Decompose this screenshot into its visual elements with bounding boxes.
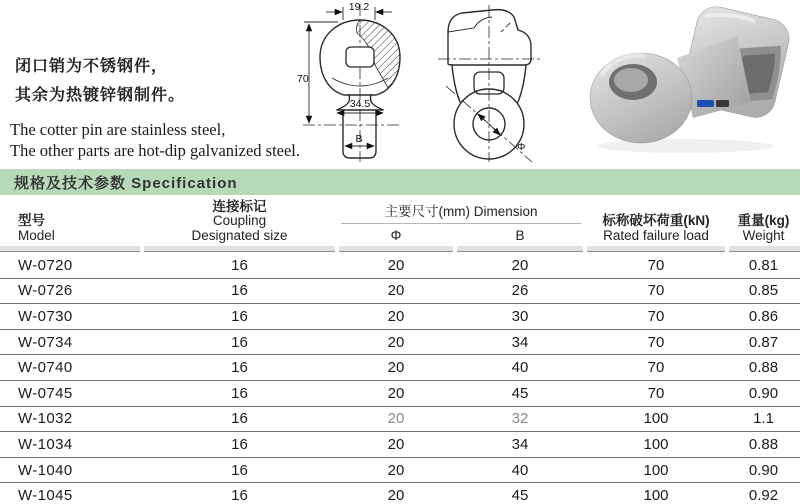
dim-hole: Φ — [517, 141, 526, 153]
col-coupling-en2: Designated size — [191, 227, 288, 243]
cell-b: 20 — [511, 256, 529, 274]
col-weight-cn: 重量(kg) — [737, 213, 790, 228]
header-divider — [0, 246, 800, 253]
cell-weight: 0.90 — [748, 384, 779, 402]
col-header-model — [0, 196, 142, 245]
cell-coupling: 16 — [231, 307, 248, 325]
note-cn-1: 闭口销为不锈钢件， — [15, 58, 169, 75]
cell-coupling: 16 — [231, 487, 248, 504]
cell-b: 34 — [511, 435, 529, 453]
cell-b: 45 — [511, 384, 529, 402]
cell-model: W-1032 — [18, 410, 73, 428]
cell-model: W-1040 — [18, 461, 73, 479]
side-view — [438, 5, 542, 162]
table-row — [0, 279, 800, 305]
cell-load: 100 — [643, 461, 669, 479]
col-load-en: Rated failure load — [603, 227, 709, 243]
col-model-en: Model — [18, 227, 55, 243]
cell-phi: 20 — [387, 461, 405, 479]
table-row — [0, 458, 800, 484]
cell-model: W-0734 — [18, 333, 73, 351]
spec-table-header — [0, 196, 800, 245]
cell-coupling: 16 — [231, 256, 248, 274]
photo-shadow — [597, 139, 773, 153]
cell-phi: 20 — [387, 487, 405, 504]
cell-load: 70 — [647, 384, 665, 402]
cell-b: 32 — [511, 410, 529, 428]
cell-phi: 20 — [387, 384, 405, 402]
product-photo — [585, 6, 795, 158]
note-en-1: The cotter pin are stainless steel, — [10, 120, 226, 139]
dim-bottom-width: B — [355, 133, 363, 145]
cell-load: 70 — [647, 333, 665, 351]
col-load-cn: 标称破坏荷重(kN) — [602, 213, 710, 228]
col-dimension-title: 主要尺寸(mm) Dimension — [384, 204, 538, 219]
col-coupling-cn: 连接标记 — [212, 198, 267, 214]
cell-weight: 0.90 — [748, 461, 779, 479]
cell-load: 100 — [643, 435, 669, 453]
cell-weight: 0.88 — [748, 435, 779, 453]
cell-model: W-1045 — [18, 487, 73, 504]
dim-height: 70 — [297, 73, 309, 85]
section-title: 规格及技术参数 Specification — [14, 174, 238, 192]
cell-coupling: 16 — [231, 333, 248, 351]
cell-model: W-0740 — [18, 359, 73, 377]
material-notes — [10, 52, 300, 161]
cell-b: 34 — [511, 333, 529, 351]
dim-mid-width: 34.5 — [349, 98, 371, 110]
note-en-2: The other parts are hot-dip galvanized steel. — [10, 141, 301, 160]
cell-phi: 20 — [387, 410, 405, 428]
table-row — [0, 407, 800, 433]
cell-model: W-0726 — [18, 282, 73, 300]
cell-weight: 1.1 — [753, 410, 774, 428]
dim-top-width: 19.2 — [348, 2, 370, 13]
cell-coupling: 16 — [231, 461, 248, 479]
cell-model: W-0730 — [18, 307, 73, 325]
table-row — [0, 381, 800, 407]
clevis-eye — [590, 53, 692, 143]
col-header-coupling — [142, 196, 337, 245]
cell-load: 70 — [647, 307, 665, 325]
cell-phi: 20 — [387, 359, 405, 377]
cell-load: 100 — [643, 487, 669, 504]
cell-phi: 20 — [387, 256, 405, 274]
table-row — [0, 432, 800, 458]
col-weight-en: Weight — [742, 227, 785, 243]
cell-weight: 0.86 — [748, 307, 779, 325]
col-header-weight — [727, 196, 800, 245]
technical-drawing — [296, 2, 554, 164]
cell-load: 70 — [647, 359, 665, 377]
cell-load: 100 — [643, 410, 669, 428]
cell-phi: 20 — [387, 333, 405, 351]
note-cn-2: 其余为热镀锌钢制件。 — [15, 87, 186, 104]
table-row — [0, 330, 800, 356]
front-view — [297, 2, 400, 162]
col-b: B — [515, 228, 525, 243]
cell-phi: 20 — [387, 307, 405, 325]
cell-load: 70 — [647, 282, 665, 300]
cell-weight: 0.87 — [748, 333, 779, 351]
cell-model: W-0720 — [18, 256, 73, 274]
cell-b: 40 — [511, 359, 529, 377]
table-row — [0, 483, 800, 504]
cell-coupling: 16 — [231, 435, 248, 453]
cell-weight: 0.81 — [748, 256, 779, 274]
cell-b: 45 — [511, 487, 529, 504]
cell-coupling: 16 — [231, 410, 248, 428]
cell-weight: 0.88 — [748, 359, 779, 377]
cell-weight: 0.92 — [748, 487, 779, 504]
brand-watermark-icon — [697, 100, 729, 107]
cell-phi: 20 — [387, 282, 405, 300]
cell-b: 40 — [511, 461, 529, 479]
cell-coupling: 16 — [231, 359, 248, 377]
col-header-dimension — [337, 196, 585, 245]
col-header-load — [585, 196, 727, 245]
cell-weight: 0.85 — [748, 282, 779, 300]
cell-b: 26 — [511, 282, 529, 300]
table-row — [0, 355, 800, 381]
cell-b: 30 — [511, 307, 529, 325]
cell-model: W-0745 — [18, 384, 73, 402]
table-row — [0, 304, 800, 330]
table-body — [0, 253, 800, 504]
table-row — [0, 253, 800, 279]
col-model-cn: 型号 — [18, 213, 45, 228]
col-coupling-en1: Coupling — [212, 213, 267, 228]
section-bar — [0, 169, 800, 195]
cell-coupling: 16 — [231, 282, 248, 300]
cell-coupling: 16 — [231, 384, 248, 402]
cell-load: 70 — [647, 256, 665, 274]
cell-model: W-1034 — [18, 435, 73, 453]
col-phi: Φ — [390, 228, 402, 243]
cell-phi: 20 — [387, 435, 405, 453]
